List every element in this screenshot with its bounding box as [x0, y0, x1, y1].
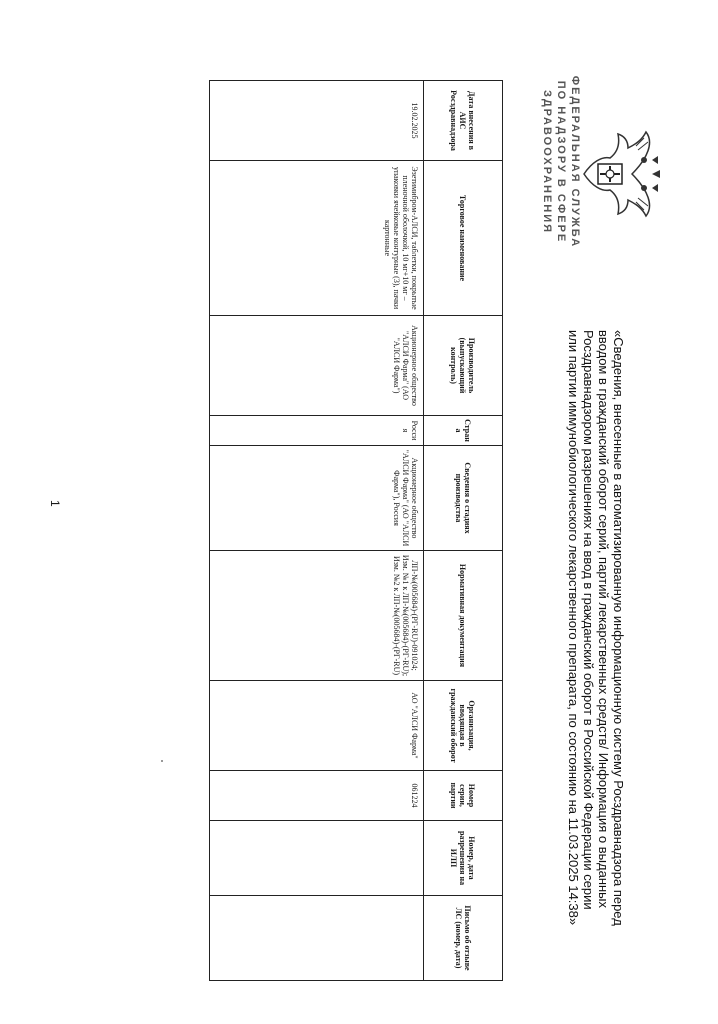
col-header-organization: Организация, вводящая в гражданский оборот	[424, 681, 503, 771]
cell-country: Россия	[210, 416, 424, 446]
col-header-recall-letter: Письмо об отзыве ЛС (номер, дата)	[424, 896, 503, 981]
page-number: 1	[48, 500, 62, 507]
agency-name	[540, 42, 582, 282]
col-header-production-stages: Сведения о стадиях производства	[424, 446, 503, 551]
cell-trade-name: Эзетимибром-АЛСИ, таблетки, покрытые пленочной оболочкой, 10 мг+10 мг – упаковки ячейковые контурные (3), пачки картонные	[210, 161, 424, 316]
cell-batch-number: 061224	[210, 771, 424, 821]
table-row	[210, 81, 424, 981]
agency-name-line-3: ЗДРАВООХРАНЕНИЯ	[541, 89, 553, 235]
cell-normative-docs: ЛП-№(005684)-(РГ-RU)-091024; Изм. №1 к ЛП-№(005684)-(РГ-RU); Изм. №2 к ЛП-№(005684)-(РГ-RU)	[210, 551, 424, 681]
col-header-date: Дата внесения в АИС Росздравнадзора	[424, 81, 503, 161]
double-headed-eagle-emblem-icon	[578, 128, 662, 220]
col-header-normative-docs: Нормативная документация	[424, 551, 503, 681]
scan-speck	[161, 760, 163, 762]
cell-manufacturer: Акционерное общество "АЛСИ Фарма" (АО "АЛСИ Фарма")	[210, 316, 424, 416]
cell-production-stages: Акционерное общество "АЛСИ Фарма" (АО "АЛСИ Фарма"), Россия	[210, 446, 424, 551]
agency-name-line-2: ПО НАДЗОРУ В СФЕРЕ	[555, 80, 567, 244]
cell-organization: АО "АЛСИ Фарма"	[210, 681, 424, 771]
col-header-country: Страна	[424, 416, 503, 446]
cell-date: 19.02.2025	[210, 81, 424, 161]
cell-recall-letter	[210, 896, 424, 981]
document-title: «Сведения, внесенные в автоматизированную информационную систему Росздравнадзора перед вводом в гражданский оборот серий, партий лекарственных средств/ Информация о выданных Росздравнадзором разрешениях на ввод в гражданский оборот в Российской Федерации серии или партии иммунобиологического лекарственного препарата, по состоянию на 11.03.2025 14:38»	[566, 330, 626, 926]
col-header-trade-name: Торговое наименование	[424, 161, 503, 316]
col-header-ilp-permit: Номер, дата разрешения на ИЛП	[424, 821, 503, 896]
registry-table	[209, 80, 503, 981]
table-header-row	[424, 81, 503, 981]
col-header-batch-number: Номер серии, партии	[424, 771, 503, 821]
agency-name-line-1: ФЕДЕРАЛЬНАЯ СЛУЖБА	[569, 75, 581, 249]
cell-ilp-permit	[210, 821, 424, 896]
col-header-manufacturer: Производитель (выпускающий контроль)	[424, 316, 503, 416]
